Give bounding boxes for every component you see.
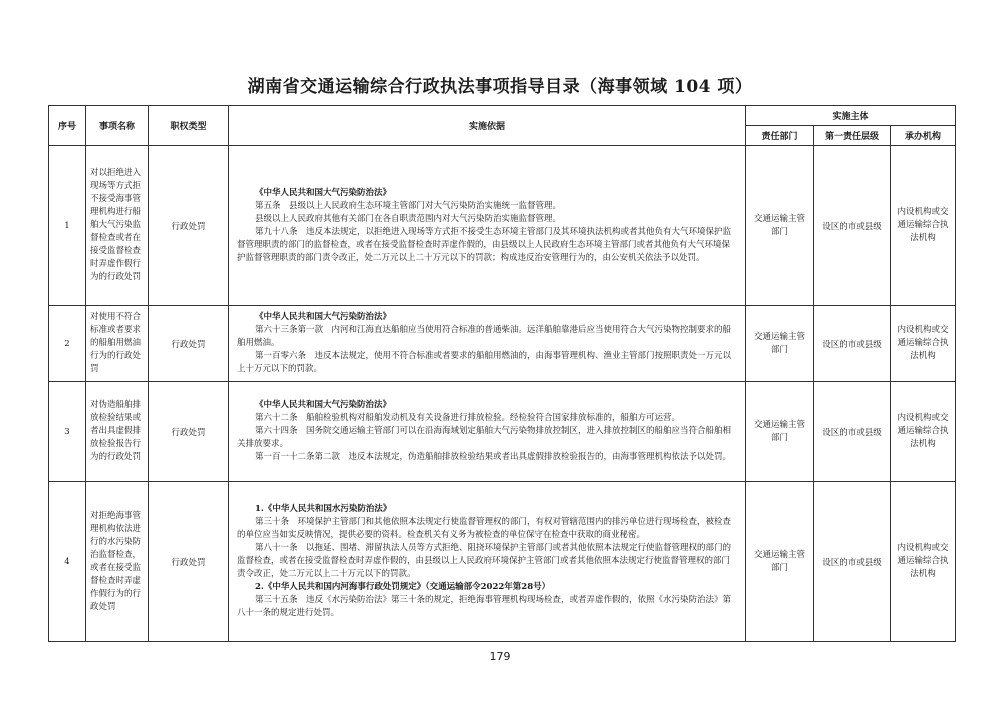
- law-clause: 第一百一十二条第二款 违反本法规定，伪造船舶排放检验结果或者出具虚假排放检验报告的，由海事管理机构依法予以处罚。: [255, 452, 732, 462]
- row-basis: [229, 482, 746, 642]
- law-clause: 第六十三条第一款 内河和江海直达船舶应当使用符合标准的普通柴油。远洋船舶靠港后应当使用符合大气污染物控制要求的船舶用燃油。: [237, 325, 732, 348]
- row-seq: 3: [49, 382, 86, 482]
- row-name: 对使用不符合标准或者要求的船舶用燃油行为的行政处罚: [86, 306, 149, 382]
- header-seq: 序号: [49, 106, 86, 146]
- law-title: 《中华人民共和国大气污染防治法》: [255, 400, 392, 410]
- page-title: 湖南省交通运输综合行政执法事项指导目录（海事领域 104 项）: [247, 77, 753, 97]
- row-level: 设区的市或县级: [814, 306, 891, 382]
- table-row: [49, 482, 956, 642]
- row-type: 行政处罚: [149, 482, 229, 642]
- law-clause: 第九十八条 违反本法规定，以拒绝进入现场等方式拒不接受生态环境主管部门及其环境执法机构或者其他负有大气环境保护监督管理职责的部门的监督检查，或者在接受监督检查时弄虚作假的，由县级以上人民政府生态环境主管部门或者其他负有大气环境保护监督管理职责的部门责令改正，处二万元以上二十万元以下的罚款；构成违反治安管理行为的，由公安机关依法予以处罚。: [237, 226, 732, 263]
- law-title: 2.《中华人民共和国内河海事行政处罚规定》（交通运输部令2022年第28号）: [255, 582, 551, 592]
- law-clause: 第六十二条 船舶检验机构对船舶发动机及有关设备进行排放检验。经检验符合国家排放标准的，船舶方可运营。: [255, 413, 681, 423]
- row-level: 设区的市或县级: [814, 146, 891, 306]
- row-name: 对拒绝海事管理机构依法进行的水污染防治监督检查，或者在接受监督检查时弄虚作假行为的行政处罚: [86, 482, 149, 642]
- row-level: 设区的市或县级: [814, 382, 891, 482]
- row-org: 内设机构或交通运输综合执法机构: [891, 146, 956, 306]
- law-clause: 第五条 县级以上人民政府生态环境主管部门对大气污染防治实施统一监督管理。: [255, 200, 562, 211]
- law-title: 《中华人民共和国大气污染防治法》: [255, 187, 392, 198]
- row-name: 对以拒绝进入现场等方式拒不接受海事管理机构进行船舶大气污染监督检查或者在接受监督检查时弄虚作假行为的行政处罚: [86, 146, 149, 306]
- law-title: 1.《中华人民共和国水污染防治法》: [255, 504, 392, 514]
- row-type: 行政处罚: [149, 146, 229, 306]
- law-clause: 第一百零六条 违反本法规定，使用不符合标准或者要求的船舶用燃油的，由海事管理机构、渔业主管部门按照职责处一万元以上十万元以下的罚款。: [237, 351, 732, 374]
- row-seq: 4: [49, 482, 86, 642]
- header-basis: 实施依据: [229, 106, 746, 146]
- header-name: 事项名称: [86, 106, 149, 146]
- enforcement-catalog-table: [48, 105, 956, 642]
- header-subject: 实施主体: [746, 106, 956, 126]
- table-row: [49, 146, 956, 306]
- law-clause: 第八十一条 以拖延、围堵、滞留执法人员等方式拒绝、阻挠环境保护主管部门或者其他依照本法规定行使监督管理权的部门的监督检查，或者在接受监督检查时弄虚作假的，由县级以上人民政府环境保护主管部门或者其他依照本法规定行使监督管理权的部门责令改正，处二万元以上二十万元以下的罚款。: [237, 543, 732, 579]
- law-clause: 第三十五条 违反《水污染防治法》第三十条的规定，拒绝海事管理机构现场检查，或者弄虚作假的，依照《水污染防治法》第八十一条的规定进行处罚。: [237, 595, 732, 618]
- table-row: [49, 382, 956, 482]
- row-type: 行政处罚: [149, 382, 229, 482]
- header-level: 第一责任层级: [814, 126, 891, 146]
- page-number: 179: [489, 650, 511, 663]
- law-clause: 第六十四条 国务院交通运输主管部门可以在沿海海域划定船舶大气污染物排放控制区，进入排放控制区的船舶应当符合船舶相关排放要求。: [237, 426, 732, 449]
- row-dept: 交通运输主管部门: [746, 482, 814, 642]
- row-type: 行政处罚: [149, 306, 229, 382]
- table-body: [49, 146, 956, 642]
- header-dept: 责任部门: [746, 126, 814, 146]
- row-basis: [229, 146, 746, 306]
- table-row: [49, 306, 956, 382]
- row-dept: 交通运输主管部门: [746, 306, 814, 382]
- row-seq: 1: [49, 146, 86, 306]
- law-clause: 第三十条 环境保护主管部门和其他依照本法规定行使监督管理权的部门，有权对管辖范围内的排污单位进行现场检查，被检查的单位应当如实反映情况，提供必要的资料。检查机关有义务为被检查的单位保守在检查中获取的商业秘密。: [237, 517, 732, 540]
- row-org: 内设机构或交通运输综合执法机构: [891, 306, 956, 382]
- law-clause: 县级以上人民政府其他有关部门在各自职责范围内对大气污染防治实施监督管理。: [255, 213, 562, 224]
- law-title: 《中华人民共和国大气污染防治法》: [255, 312, 392, 322]
- header-org: 承办机构: [891, 126, 956, 146]
- row-dept: 交通运输主管部门: [746, 146, 814, 306]
- row-level: 设区的市或县级: [814, 482, 891, 642]
- row-org: 内设机构或交通运输综合执法机构: [891, 382, 956, 482]
- row-basis: [229, 382, 746, 482]
- row-name: 对伪造船舶排放检验结果或者出具虚假排放检验报告行为的行政处罚: [86, 382, 149, 482]
- row-seq: 2: [49, 306, 86, 382]
- header-type: 职权类型: [149, 106, 229, 146]
- row-dept: 交通运输主管部门: [746, 382, 814, 482]
- row-org: 内设机构或交通运输综合执法机构: [891, 482, 956, 642]
- row-basis: [229, 306, 746, 382]
